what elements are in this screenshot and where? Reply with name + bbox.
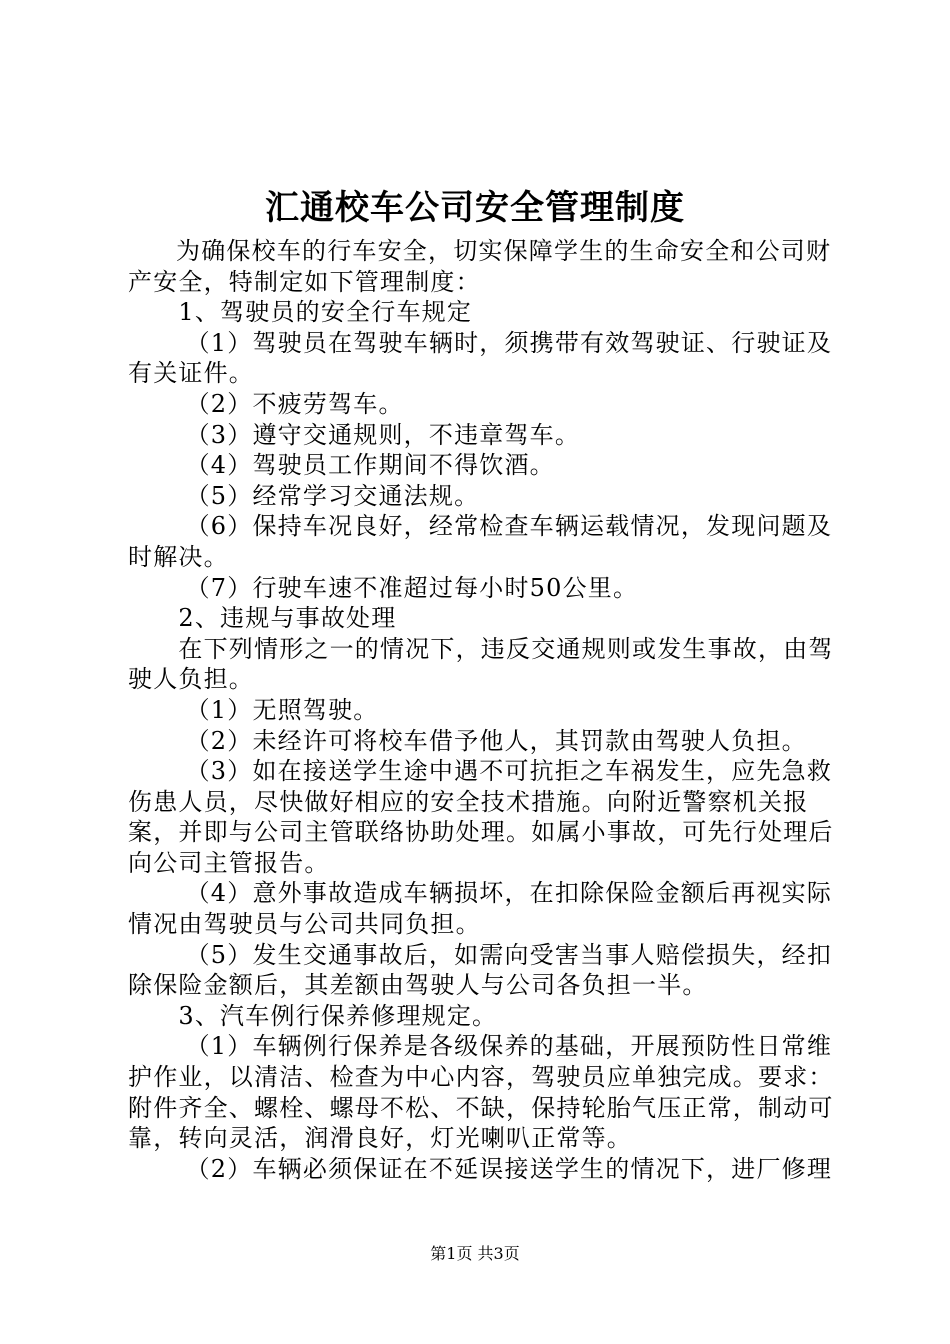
list-item: （3）遵守交通规则，不违章驾车。 [185, 420, 581, 449]
list-item: （1）车辆例行保养是各级保养的基础，开展预防性日常维护作业，以清洁、检查为中心内容，驾驶员应单独完成。要求：附件齐全、螺栓、螺母不松、不缺，保持轮胎气压正常，制动可靠，转向灵活，润滑良好，灯光喇叭正常等。 [128, 1032, 834, 1153]
list-item: （3）如在接送学生途中遇不可抗拒之车祸发生，应先急救伤患人员，尽快做好相应的安全技术措施。向附近警察机关报案，并即与公司主管联络协助处理。如属小事故，可先行处理后向公司主管报告。 [128, 757, 834, 877]
list-item: （2）不疲劳驾车。 [185, 389, 404, 418]
list-item: （2）车辆必须保证在不延误接送学生的情况下，进厂修理 [185, 1154, 833, 1183]
section-heading-3: 3、汽车例行保养修理规定。 [178, 1001, 498, 1030]
list-item: （5）发生交通事故后，如需向受害当事人赔偿损失，经扣除保险金额后，其差额由驾驶人与公司各负担一半。 [128, 940, 833, 1000]
document-body [128, 236, 834, 1184]
list-item: （2）未经许可将校车借予他人，其罚款由驾驶人负担。 [185, 726, 807, 755]
paragraph: 在下列情形之一的情况下，违反交通规则或发生事故，由驾驶人负担。 [128, 634, 834, 694]
paragraph-intro: 为确保校车的行车安全，切实保障学生的生命安全和公司财产安全，特制定如下管理制度： [128, 237, 832, 296]
list-item: （5）经常学习交通法规。 [185, 481, 480, 510]
list-item: （4）驾驶员工作期间不得饮酒。 [185, 451, 555, 480]
section-heading-1: 1、驾驶员的安全行车规定 [178, 298, 473, 327]
section-heading-2: 2、违规与事故处理 [178, 604, 397, 633]
document-title: 汇通校车公司安全管理制度 [265, 188, 685, 228]
page-number: 第1页 共3页 [430, 1244, 520, 1263]
list-item: （6）保持车况良好，经常检查车辆运载情况，发现问题及时解决。 [128, 512, 833, 571]
list-item: （4）意外事故造成车辆损坏，在扣除保险金额后再视实际情况由驾驶员与公司共同负担。 [128, 879, 833, 939]
list-item: （1）无照驾驶。 [185, 695, 379, 724]
list-item: （1）驾驶员在驾驶车辆时，须携带有效驾驶证、行驶证及有关证件。 [128, 328, 833, 388]
list-item: （7）行驶车速不准超过每小时50公里。 [185, 573, 639, 602]
